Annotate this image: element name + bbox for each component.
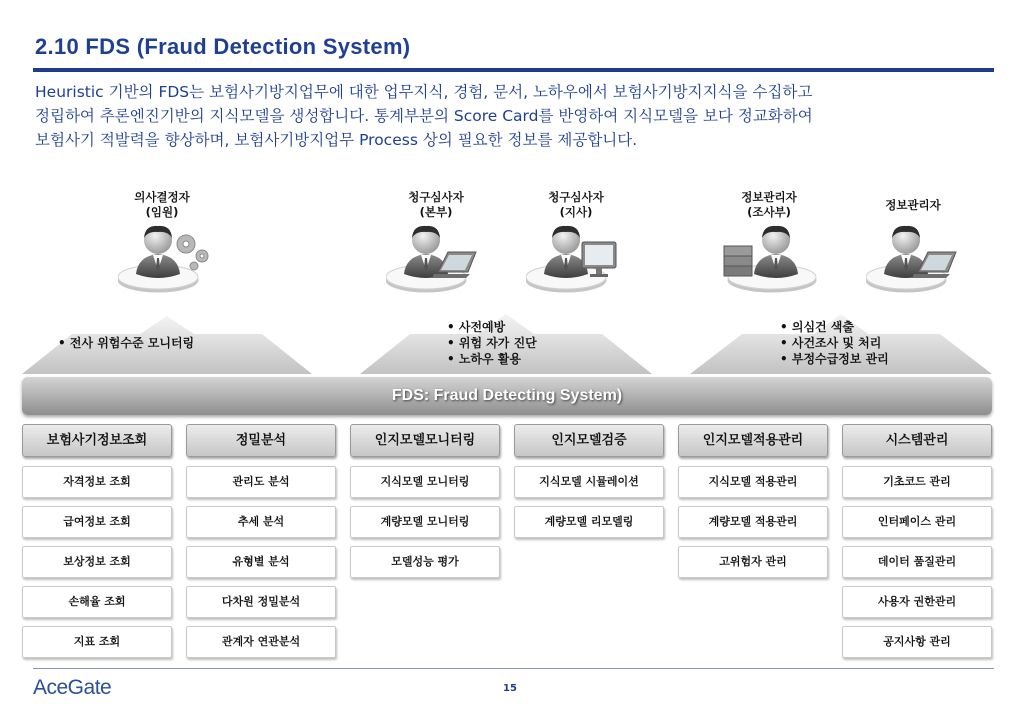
role-label-info-manager-investigation: 정보관리자 (조사부) bbox=[741, 190, 797, 219]
module-column-model-monitoring bbox=[350, 424, 500, 578]
intro-line: Heuristic 기반의 FDS는 보험사기방지업무에 대한 업무지식, 경험, 문서, 노하우에서 보험사기방지지식을 수집하고 bbox=[35, 83, 813, 101]
module-item[interactable]: 계량모델 적용관리 bbox=[678, 506, 828, 538]
module-item[interactable]: 급여정보 조회 bbox=[22, 506, 172, 538]
executive-figure-icon bbox=[118, 222, 218, 297]
bullet-item: • 부정수급정보 관리 bbox=[780, 352, 889, 366]
bullet-item: • 사전예방 bbox=[447, 320, 506, 334]
info-manager-bullet-list bbox=[780, 319, 889, 367]
module-item[interactable]: 손해율 조회 bbox=[22, 586, 172, 618]
module-header[interactable]: 인지모델모니터링 bbox=[350, 424, 500, 457]
module-item[interactable]: 지표 조회 bbox=[22, 626, 172, 658]
module-item[interactable]: 보상정보 조회 bbox=[22, 546, 172, 578]
intro-paragraph bbox=[35, 80, 995, 152]
company-logo: AceGate bbox=[33, 676, 112, 699]
claims-hq-laptop-figure-icon bbox=[386, 222, 486, 297]
module-item[interactable]: 자격정보 조회 bbox=[22, 466, 172, 498]
intro-line: 보험사기 적발력을 향상하며, 보험사기방지업무 Process 상의 필요한 정보를 제공합니다. bbox=[35, 131, 638, 149]
module-item[interactable]: 공지사항 관리 bbox=[842, 626, 992, 658]
module-header[interactable]: 정밀분석 bbox=[186, 424, 336, 457]
module-item[interactable]: 관리도 분석 bbox=[186, 466, 336, 498]
module-column-fraud-info-inquiry bbox=[22, 424, 172, 658]
page-number: 15 bbox=[503, 683, 517, 694]
module-header[interactable]: 인지모델적용관리 bbox=[678, 424, 828, 457]
module-item[interactable]: 사용자 권한관리 bbox=[842, 586, 992, 618]
module-item[interactable]: 유형별 분석 bbox=[186, 546, 336, 578]
info-manager-server-figure-icon bbox=[718, 222, 818, 297]
module-item[interactable]: 데이터 품질관리 bbox=[842, 546, 992, 578]
claims-branch-monitor-figure-icon bbox=[526, 222, 626, 297]
bullet-item: • 노하우 활용 bbox=[447, 352, 521, 366]
intro-line: 정립하여 추론엔진기반의 지식모델을 생성합니다. 통계부분의 Score Card를 반영하여 지식모델을 보다 정교화하여 bbox=[35, 107, 813, 125]
module-item[interactable]: 지식모델 적용관리 bbox=[678, 466, 828, 498]
module-item[interactable]: 계량모델 모니터링 bbox=[350, 506, 500, 538]
bullet-item: • 의심건 색출 bbox=[780, 320, 854, 334]
module-header[interactable]: 보험사기정보조회 bbox=[22, 424, 172, 457]
module-column-model-validation bbox=[514, 424, 664, 538]
role-label-claims-branch: 청구심사자 (지사) bbox=[548, 190, 604, 219]
role-label-info-manager: 정보관리자 bbox=[885, 198, 941, 212]
module-item[interactable]: 기초코드 관리 bbox=[842, 466, 992, 498]
info-manager-laptop-figure-icon bbox=[866, 222, 966, 297]
claims-bullet-list bbox=[447, 319, 537, 367]
page-title: 2.10 FDS (Fraud Detection System) bbox=[35, 34, 411, 59]
module-item[interactable]: 인터페이스 관리 bbox=[842, 506, 992, 538]
bullet-item: • 위험 자가 진단 bbox=[447, 336, 537, 350]
footer-divider bbox=[33, 668, 994, 669]
module-item[interactable]: 모델성능 평가 bbox=[350, 546, 500, 578]
executive-bullet-list bbox=[58, 335, 194, 351]
module-column-system-admin bbox=[842, 424, 992, 658]
module-item[interactable]: 다차원 정밀분석 bbox=[186, 586, 336, 618]
role-label-executive: 의사결정자 (임원) bbox=[134, 190, 190, 219]
module-column-model-deployment bbox=[678, 424, 828, 578]
bullet-item: • 전사 위험수준 모니터링 bbox=[58, 336, 195, 350]
module-header[interactable]: 시스템관리 bbox=[842, 424, 992, 457]
module-item[interactable]: 추세 분석 bbox=[186, 506, 336, 538]
title-divider bbox=[33, 68, 994, 72]
module-item[interactable]: 관계자 연관분석 bbox=[186, 626, 336, 658]
module-item[interactable]: 지식모델 모니터링 bbox=[350, 466, 500, 498]
module-item[interactable]: 계량모델 리모델링 bbox=[514, 506, 664, 538]
module-item[interactable]: 지식모델 시뮬레이션 bbox=[514, 466, 664, 498]
bullet-item: • 사건조사 및 처리 bbox=[780, 336, 882, 350]
module-item[interactable]: 고위험자 관리 bbox=[678, 546, 828, 578]
module-header[interactable]: 인지모델검증 bbox=[514, 424, 664, 457]
module-column-detailed-analysis bbox=[186, 424, 336, 658]
fds-system-label: FDS: Fraud Detecting System) bbox=[391, 387, 623, 404]
fds-system-band bbox=[22, 377, 992, 415]
role-label-claims-hq: 청구심사자 (본부) bbox=[408, 190, 464, 219]
